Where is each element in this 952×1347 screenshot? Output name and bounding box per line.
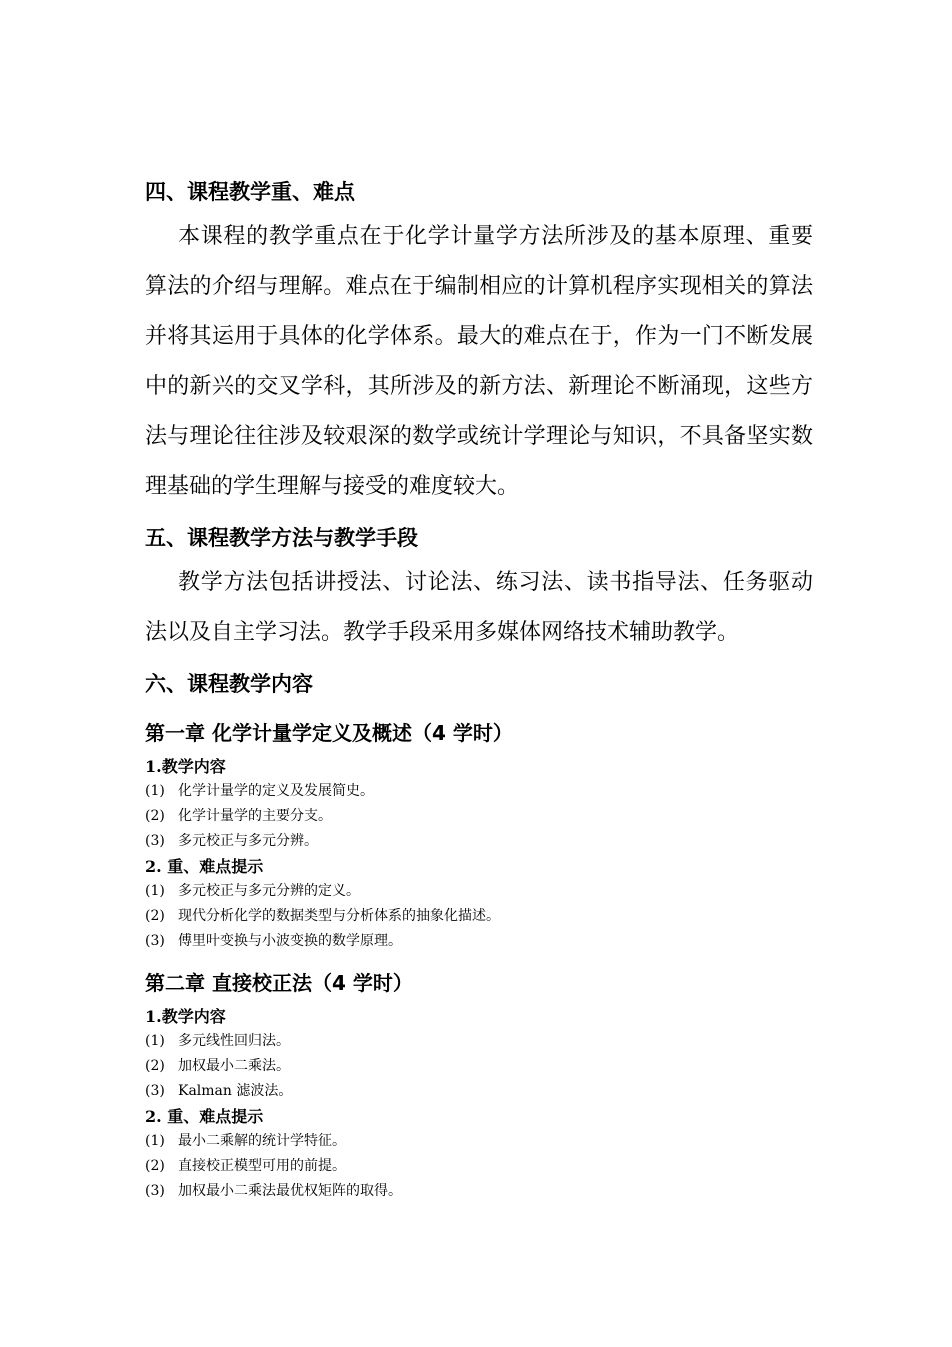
list-item — [145, 1054, 813, 1079]
item-text: Kalman 滤波法。 — [178, 1083, 293, 1099]
list-item — [145, 904, 813, 929]
item-text: 化学计量学的定义及发展简史。 — [178, 783, 374, 799]
content-subheading: 1.教学内容 — [145, 1007, 226, 1026]
item-number: (2) — [145, 1158, 165, 1174]
list-item — [145, 1029, 813, 1054]
item-text: 多元校正与多元分辨的定义。 — [178, 883, 360, 899]
item-text: 加权最小二乘法。 — [178, 1058, 290, 1074]
item-number: (3) — [145, 1183, 165, 1199]
list-item — [145, 804, 813, 829]
item-number: (2) — [145, 808, 165, 824]
item-text: 化学计量学的主要分支。 — [178, 808, 332, 824]
list-item — [145, 1179, 813, 1204]
section-heading-6: 六、课程教学内容 — [145, 672, 313, 696]
list-item — [145, 1129, 813, 1154]
key-points-list — [145, 879, 813, 954]
section-heading-4: 四、课程教学重、难点 — [145, 180, 355, 204]
item-number: (2) — [145, 1058, 165, 1074]
list-item — [145, 1154, 813, 1179]
page-content — [145, 172, 813, 1204]
section-paragraph-5: 教学方法包括讲授法、讨论法、练习法、读书指导法、任务驱动法以及自主学习法。教学手段采用多媒体网络技术辅助教学。 — [145, 570, 813, 645]
section-paragraph-4: 本课程的教学重点在于化学计量学方法所涉及的基本原理、重要算法的介绍与理解。难点在于编制相应的计算机程序实现相关的算法并将其运用于具体的化学体系。最大的难点在于，作为一门不断发展中的新兴的交叉学科，其所涉及的新方法、新理论不断涌现，这些方法与理论往往涉及较艰深的数学或统计学理论与知识，不具备坚实数理基础的学生理解与接受的难度较大。 — [145, 224, 813, 499]
item-text: 傅里叶变换与小波变换的数学原理。 — [178, 933, 402, 949]
list-item — [145, 829, 813, 854]
key-points-subheading: 2. 重、难点提示 — [145, 857, 264, 876]
content-subheading: 1.教学内容 — [145, 757, 226, 776]
item-number: (1) — [145, 883, 165, 899]
list-item — [145, 1079, 813, 1104]
item-text: 最小二乘解的统计学特征。 — [178, 1133, 346, 1149]
list-item — [145, 929, 813, 954]
item-number: (3) — [145, 933, 165, 949]
chapter-title: 第二章 直接校正法（4 学时） — [145, 971, 413, 995]
key-points-subheading: 2. 重、难点提示 — [145, 1107, 264, 1126]
content-list — [145, 1029, 813, 1104]
item-number: (2) — [145, 908, 165, 924]
item-text: 直接校正模型可用的前提。 — [178, 1158, 346, 1174]
item-number: (1) — [145, 783, 165, 799]
item-text: 多元线性回归法。 — [178, 1033, 290, 1049]
content-list — [145, 779, 813, 854]
key-points-list — [145, 1129, 813, 1204]
section-heading-5: 五、课程教学方法与教学手段 — [145, 526, 418, 550]
item-number: (3) — [145, 1083, 165, 1099]
item-number: (3) — [145, 833, 165, 849]
chapter-title: 第一章 化学计量学定义及概述（4 学时） — [145, 721, 513, 745]
list-item — [145, 779, 813, 804]
list-item — [145, 879, 813, 904]
item-text: 多元校正与多元分辨。 — [178, 833, 318, 849]
item-text: 加权最小二乘法最优权矩阵的取得。 — [178, 1183, 402, 1199]
item-text: 现代分析化学的数据类型与分析体系的抽象化描述。 — [178, 908, 500, 924]
item-number: (1) — [145, 1133, 165, 1149]
item-number: (1) — [145, 1033, 165, 1049]
